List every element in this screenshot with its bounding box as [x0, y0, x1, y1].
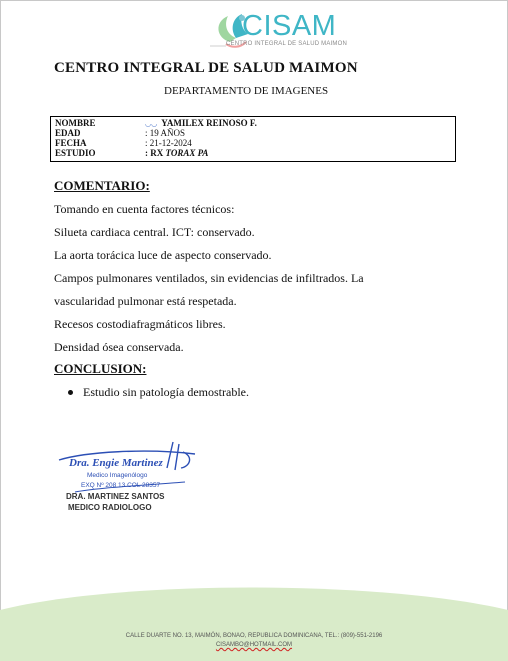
logo-subtitle: CENTRO INTEGRAL DE SALUD MAIMON [226, 41, 347, 47]
report-line: Silueta cardiaca central. ICT: conservado. [54, 225, 255, 239]
doctor-role: MEDICO RADIOLOGO [68, 503, 152, 512]
patient-value: ◡◡ YAMILEX REINOSO F. [145, 118, 257, 128]
stamp-name: Dra. Engie Martinez [69, 457, 163, 469]
report-line: La aorta torácica luce de aspecto conservado. [54, 248, 272, 262]
patient-info-box [50, 116, 456, 162]
report-line: Densidad ósea conservada. [54, 340, 184, 354]
patient-value: : RX TORAX PA [145, 148, 209, 158]
patient-label: ESTUDIO [55, 148, 96, 158]
logo-text: CISAM [242, 10, 337, 42]
patient-label: FECHA [55, 138, 87, 148]
patient-label: EDAD [55, 128, 81, 138]
conclusion-item: Estudio sin patología demostrable. [68, 385, 249, 400]
patient-value: : 19 AÑOS [145, 128, 186, 138]
signature-stamp [55, 438, 205, 498]
report-line: Tomando en cuenta factores técnicos: [54, 202, 235, 216]
doctor-name: DRA. MARTINEZ SANTOS [66, 492, 165, 501]
footer-email: CISAMBO@HOTMAIL.COM [215, 642, 293, 648]
bullet-icon [68, 390, 73, 395]
stamp-role: Medico Imagenólogo [87, 472, 148, 479]
report-line: Recesos costodiafragmáticos libres. [54, 317, 226, 331]
footer-address: CALLE DUARTE NO. 13, MAIMÓN, BONAO, REPUBLICA DOMINICANA, TEL.: (809)-551-2196 [125, 633, 383, 639]
comment-heading: COMENTARIO: [54, 178, 150, 193]
conclusion-heading: CONCLUSION: [54, 361, 147, 376]
report-line: vascularidad pulmonar está respetada. [54, 294, 237, 308]
report-line: Campos pulmonares ventilados, sin evidencias de infiltrados. La [54, 271, 364, 285]
spellcheck-mark-icon: ◡◡ [145, 120, 158, 128]
patient-value: : 21-12-2024 [145, 138, 192, 148]
department-name: DEPARTAMENTO DE IMAGENES [164, 85, 329, 97]
document-title: CENTRO INTEGRAL DE SALUD MAIMON [54, 60, 358, 76]
footer-wave [0, 580, 508, 661]
patient-label: NOMBRE [55, 118, 96, 128]
stamp-exequatur: EXQ Nº 208 13 COL 28357 [81, 482, 161, 489]
